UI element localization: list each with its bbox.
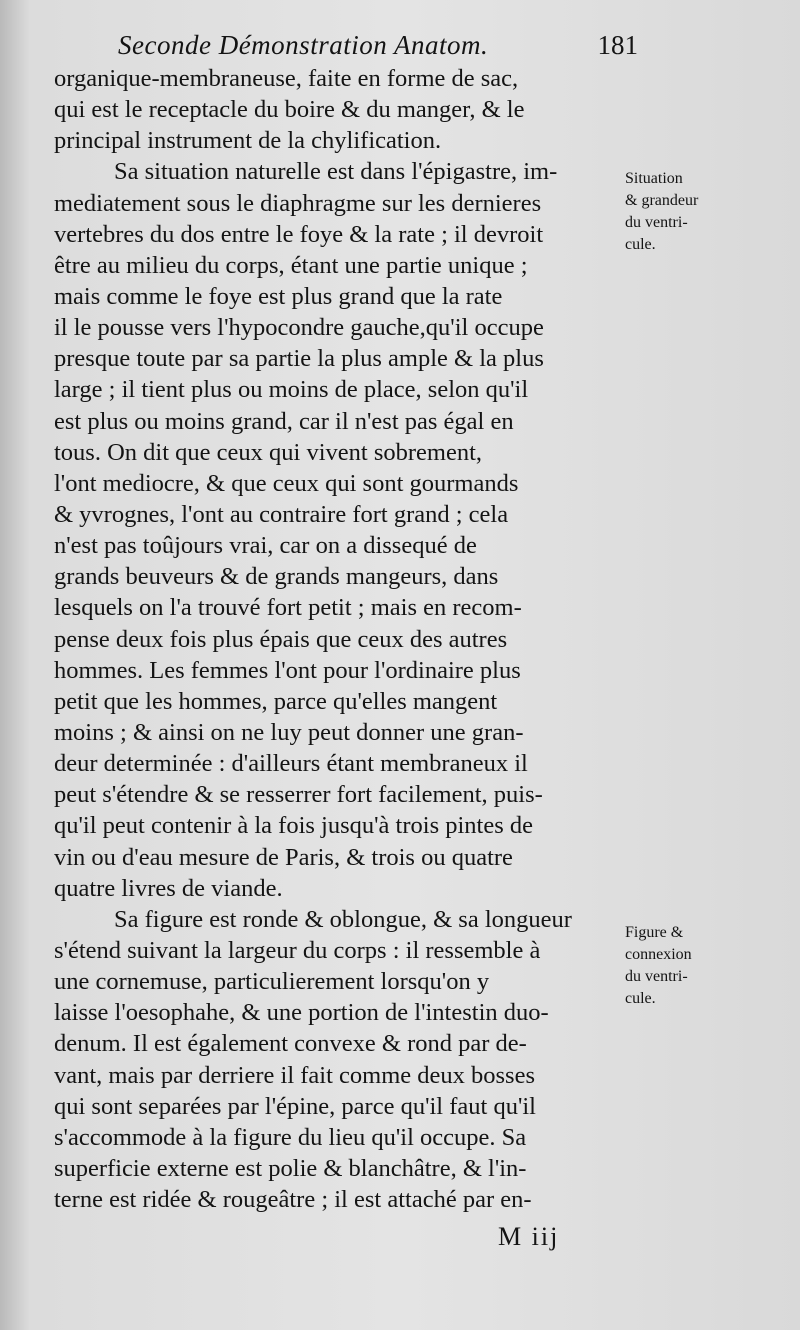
margin-note-line: du ventri- xyxy=(625,968,688,985)
margin-note-figure xyxy=(625,922,795,1010)
text-line: tous. On dit que ceux qui vivent sobrement, xyxy=(54,438,482,466)
text-line: qui sont separées par l'épine, parce qu'il faut qu'il xyxy=(54,1092,536,1120)
text-line: superficie externe est polie & blanchâtre, & l'in- xyxy=(54,1154,527,1182)
text-line: hommes. Les femmes l'ont pour l'ordinaire plus xyxy=(54,656,521,684)
text-line: lesquels on l'a trouvé fort petit ; mais en recom- xyxy=(54,594,522,622)
text-line: s'accommode à la figure du lieu qu'il occupe. Sa xyxy=(54,1123,527,1151)
text-line: presque toute par sa partie la plus ample & la plus xyxy=(54,345,544,373)
text-line: mediatement sous le diaphragme sur les dernieres xyxy=(54,189,542,217)
text-line: principal instrument de la chylification. xyxy=(54,127,442,155)
text-line: être au milieu du corps, étant une partie unique ; xyxy=(54,251,528,279)
margin-note-line: du ventri- xyxy=(625,214,688,231)
text-line: large ; il tient plus ou moins de place, selon qu'il xyxy=(54,376,529,404)
paragraph-start-line: Sa figure est ronde & oblongue, & sa longueur xyxy=(114,905,572,933)
text-line: il le pousse vers l'hypocondre gauche,qu'il occupe xyxy=(54,314,544,342)
paragraph-start-line: Sa situation naturelle est dans l'épigastre, im- xyxy=(114,158,558,186)
margin-note-line: Figure & xyxy=(625,924,684,941)
text-line: qu'il peut contenir à la fois jusqu'à trois pintes de xyxy=(54,812,533,840)
text-line: pense deux fois plus épais que ceux des autres xyxy=(54,625,508,653)
text-line: organique-membraneuse, faite en forme de sac, xyxy=(54,65,519,92)
text-line: vant, mais par derriere il fait comme deux bosses xyxy=(54,1061,535,1089)
text-line: quatre livres de viande. xyxy=(54,874,283,902)
text-line: s'étend suivant la largeur du corps : il ressemble à xyxy=(54,936,541,964)
page-number: 181 xyxy=(597,30,638,60)
text-line: vin ou d'eau mesure de Paris, & trois ou quatre xyxy=(54,843,513,871)
text-line: denum. Il est également convexe & rond par de- xyxy=(54,1030,527,1058)
text-line: est plus ou moins grand, car il n'est pas égal en xyxy=(54,407,514,435)
margin-note-line: cule. xyxy=(625,990,656,1007)
text-line: qui est le receptacle du boire & du manger, & le xyxy=(54,96,525,124)
margin-note-line: connexion xyxy=(625,946,692,963)
text-line: l'ont mediocre, & que ceux qui sont gourmands xyxy=(54,469,519,497)
main-text-block xyxy=(54,63,622,1215)
text-line: une cornemuse, particulierement lorsqu'on y xyxy=(54,968,490,996)
text-line: n'est pas toûjours vrai, car on a dissequé de xyxy=(54,532,477,560)
signature-mark: M iij xyxy=(498,1222,560,1251)
text-line: deur determinée : d'ailleurs étant membraneux il xyxy=(54,750,528,778)
margin-note-line: & grandeur xyxy=(625,192,699,209)
running-title: Seconde Démonstration Anatom. xyxy=(118,30,489,60)
text-line: grands beuveurs & de grands mangeurs, dans xyxy=(54,563,499,591)
margin-note-situation xyxy=(625,168,795,256)
text-line: mais comme le foye est plus grand que la rate xyxy=(54,282,503,310)
text-line: petit que les hommes, parce qu'elles mangent xyxy=(54,687,498,715)
text-line: moins ; & ainsi on ne luy peut donner une gran- xyxy=(54,718,524,746)
text-line: laisse l'oesophahe, & une portion de l'intestin duo- xyxy=(54,999,549,1027)
margin-note-line: Situation xyxy=(625,170,683,187)
text-line: terne est ridée & rougeâtre ; il est attaché par en- xyxy=(54,1186,532,1214)
margin-note-line: cule. xyxy=(625,236,656,253)
text-line: peut s'étendre & se resserrer fort facilement, puis- xyxy=(54,781,543,809)
text-line: & yvrognes, l'ont au contraire fort grand ; cela xyxy=(54,500,509,528)
text-line: vertebres du dos entre le foye & la rate ; il devroit xyxy=(54,220,544,248)
